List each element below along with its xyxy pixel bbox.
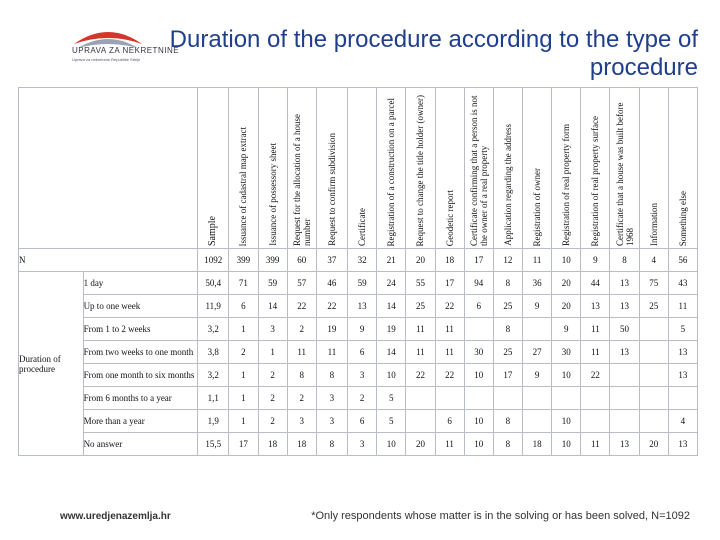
table-cell [581, 410, 610, 433]
table-cell: 30 [552, 341, 581, 364]
table-cell: 10 [464, 410, 493, 433]
table-cell: 5 [668, 318, 697, 341]
table-cell: 43 [668, 272, 697, 295]
column-header [464, 88, 493, 249]
header-blank [19, 88, 198, 249]
table-cell: 44 [581, 272, 610, 295]
n-cell: 18 [435, 249, 464, 272]
table-row [19, 410, 698, 433]
footnote: *Only respondents whose matter is in the solving or has been solved, N=1092 [311, 510, 690, 522]
table-cell: 11 [581, 433, 610, 456]
column-header [287, 88, 316, 249]
table-cell: 6 [348, 410, 377, 433]
n-cell: 11 [522, 249, 551, 272]
table-cell: 11 [435, 341, 464, 364]
table-cell: 13 [668, 341, 697, 364]
column-header-label: Something else [677, 190, 688, 246]
table-cell: 20 [552, 295, 581, 318]
table-cell: 9 [522, 364, 551, 387]
table-cell: 18 [522, 433, 551, 456]
n-cell: 12 [493, 249, 522, 272]
table-cell: 4 [668, 410, 697, 433]
table-cell: 15,5 [198, 433, 229, 456]
column-header [348, 88, 377, 249]
table-cell: 3 [348, 364, 377, 387]
table-cell: 11 [435, 318, 464, 341]
table-cell: 1 [229, 410, 258, 433]
column-header-label: Registration of real property surface [590, 115, 601, 246]
table-cell: 9 [552, 318, 581, 341]
n-cell: 8 [610, 249, 639, 272]
table-cell [639, 341, 668, 364]
table-cell: 71 [229, 272, 258, 295]
table-cell: 11 [435, 433, 464, 456]
table-cell [464, 387, 493, 410]
table-cell: 8 [493, 433, 522, 456]
table-cell: 10 [377, 364, 406, 387]
table-cell: 20 [552, 272, 581, 295]
table-body [19, 88, 698, 456]
table-cell: 24 [377, 272, 406, 295]
table-cell: 2 [258, 410, 287, 433]
table-cell: 20 [639, 433, 668, 456]
table-cell: 13 [610, 272, 639, 295]
group-label: Duration of procedure [19, 272, 84, 456]
table-cell: 13 [348, 295, 377, 318]
table-cell: 9 [348, 318, 377, 341]
table-cell: 1 [229, 318, 258, 341]
table-cell [435, 387, 464, 410]
table-cell: 3,2 [198, 318, 229, 341]
table-cell [639, 410, 668, 433]
column-header-label: Information [648, 203, 659, 246]
table-cell: 6 [435, 410, 464, 433]
column-header [493, 88, 522, 249]
column-header [581, 88, 610, 249]
table-cell: 25 [493, 295, 522, 318]
n-cell: 37 [316, 249, 347, 272]
n-cell: 20 [406, 249, 435, 272]
table-cell: 5 [377, 387, 406, 410]
table-cell: 1 [229, 387, 258, 410]
column-header-label: Request to confirm subdivision [326, 133, 337, 246]
column-header-label: Issuance of possessory sheet [267, 143, 278, 246]
table-cell: 2 [258, 387, 287, 410]
results-table [18, 87, 698, 456]
table-cell: 25 [639, 295, 668, 318]
column-header [229, 88, 258, 249]
table-cell [406, 410, 435, 433]
column-header-label: Certificate [357, 208, 368, 246]
column-header-label: Geodetic report [444, 189, 455, 246]
table-cell [522, 318, 551, 341]
table-cell: 3,8 [198, 341, 229, 364]
column-header-label: Request to change the title holder (owner) [415, 94, 426, 246]
table-cell: 11 [406, 318, 435, 341]
table-row [19, 387, 698, 410]
table-cell: 22 [316, 295, 347, 318]
table-cell [610, 364, 639, 387]
n-cell: 10 [552, 249, 581, 272]
n-cell: 399 [258, 249, 287, 272]
column-header [639, 88, 668, 249]
table-cell: 10 [552, 364, 581, 387]
column-header-label: Certificate that a house was built before 1968 [614, 102, 635, 246]
table-cell [639, 364, 668, 387]
table-cell: 19 [316, 318, 347, 341]
table-cell: 11 [406, 341, 435, 364]
column-header [668, 88, 697, 249]
table-cell: 8 [287, 364, 316, 387]
row-label: From 1 to 2 weeks [83, 318, 198, 341]
table-cell: 9 [522, 295, 551, 318]
table-cell: 22 [435, 364, 464, 387]
table-cell: 50 [610, 318, 639, 341]
table-cell: 11,9 [198, 295, 229, 318]
logo-name: UPRAVA ZA NEKRETNINE [72, 46, 180, 55]
column-header-label: Registration of a construction on a parcel [386, 97, 397, 246]
row-label: From one month to six months [83, 364, 198, 387]
table-cell: 1,9 [198, 410, 229, 433]
column-header [377, 88, 406, 249]
n-label: N [19, 249, 198, 272]
table-cell: 46 [316, 272, 347, 295]
table-cell: 6 [348, 341, 377, 364]
n-cell: 32 [348, 249, 377, 272]
table-cell: 59 [348, 272, 377, 295]
table-cell [639, 387, 668, 410]
table-cell: 2 [229, 341, 258, 364]
n-row [19, 249, 698, 272]
table-cell: 19 [377, 318, 406, 341]
table-cell: 3 [316, 410, 347, 433]
column-header [258, 88, 287, 249]
column-header-label: Sample [207, 216, 219, 246]
table-cell: 10 [552, 433, 581, 456]
table-cell: 22 [287, 295, 316, 318]
table-cell: 13 [668, 433, 697, 456]
table-row [19, 295, 698, 318]
table-cell: 13 [610, 433, 639, 456]
row-label: Up to one week [83, 295, 198, 318]
table-cell [464, 318, 493, 341]
table-cell [493, 387, 522, 410]
column-header-label: Issuance of cadastral map extract [238, 126, 249, 246]
table-cell: 2 [348, 387, 377, 410]
table-cell: 13 [668, 364, 697, 387]
table-cell: 50,4 [198, 272, 229, 295]
row-label: More than a year [83, 410, 198, 433]
table-cell: 5 [377, 410, 406, 433]
column-header [198, 88, 229, 249]
column-header-label: Request for the allocation of a house number [291, 114, 312, 246]
table-cell [610, 410, 639, 433]
table-cell: 59 [258, 272, 287, 295]
table-cell: 14 [377, 295, 406, 318]
table-cell: 1 [229, 364, 258, 387]
table-cell: 75 [639, 272, 668, 295]
table-cell: 11 [581, 341, 610, 364]
table-cell [639, 318, 668, 341]
table-cell: 30 [464, 341, 493, 364]
column-header [522, 88, 551, 249]
table-cell: 13 [610, 341, 639, 364]
n-cell: 399 [229, 249, 258, 272]
table-cell: 22 [435, 295, 464, 318]
table-cell: 2 [258, 364, 287, 387]
table-cell: 10 [464, 364, 493, 387]
table-cell: 55 [406, 272, 435, 295]
row-label: No answer [83, 433, 198, 456]
table-cell [522, 387, 551, 410]
table-cell: 22 [406, 364, 435, 387]
table-cell: 1 [258, 341, 287, 364]
table-cell: 8 [493, 318, 522, 341]
table-cell: 20 [406, 433, 435, 456]
column-header [610, 88, 639, 249]
n-cell: 56 [668, 249, 697, 272]
table-cell: 18 [258, 433, 287, 456]
table-cell [406, 387, 435, 410]
table-cell: 3 [258, 318, 287, 341]
n-cell: 1092 [198, 249, 229, 272]
table-cell: 25 [493, 341, 522, 364]
table-cell: 17 [493, 364, 522, 387]
n-cell: 17 [464, 249, 493, 272]
column-header [316, 88, 347, 249]
table-cell: 8 [493, 272, 522, 295]
table-cell: 94 [464, 272, 493, 295]
table-cell: 22 [581, 364, 610, 387]
table-cell: 25 [406, 295, 435, 318]
row-label: From two weeks to one month [83, 341, 198, 364]
table-cell: 14 [377, 341, 406, 364]
logo-subtitle: Uprava za nekretnine Republike Srbije [72, 57, 141, 62]
table-cell: 3 [287, 410, 316, 433]
footer-url[interactable]: www.uredjenazemlja.hr [60, 511, 171, 522]
table-cell: 2 [287, 387, 316, 410]
table-cell: 8 [316, 364, 347, 387]
column-header-label: Registration of owner [532, 167, 543, 246]
table-cell: 13 [610, 295, 639, 318]
table-cell [552, 387, 581, 410]
table-cell: 10 [552, 410, 581, 433]
table-cell [668, 387, 697, 410]
table-row [19, 318, 698, 341]
table-cell: 1,1 [198, 387, 229, 410]
table-cell: 3,2 [198, 364, 229, 387]
row-label: From 6 months to a year [83, 387, 198, 410]
column-header-label: Certificate confirming that a person is not the owner of a real property [468, 95, 489, 246]
table-cell: 6 [464, 295, 493, 318]
n-cell: 60 [287, 249, 316, 272]
column-header-label: Application regarding the address [502, 124, 513, 246]
table-cell: 3 [316, 387, 347, 410]
table-cell: 6 [229, 295, 258, 318]
header-row [19, 88, 698, 249]
table-row [19, 433, 698, 456]
column-header [552, 88, 581, 249]
table-cell [581, 387, 610, 410]
table-cell: 17 [229, 433, 258, 456]
table-cell: 10 [464, 433, 493, 456]
table-cell: 13 [581, 295, 610, 318]
column-header-label: Registration of real property form [561, 124, 572, 246]
table-cell [522, 410, 551, 433]
table-row [19, 341, 698, 364]
table-cell: 8 [316, 433, 347, 456]
n-cell: 21 [377, 249, 406, 272]
table-cell: 3 [348, 433, 377, 456]
table-cell: 10 [377, 433, 406, 456]
n-cell: 4 [639, 249, 668, 272]
table-cell: 14 [258, 295, 287, 318]
table-cell: 11 [316, 341, 347, 364]
page-title: Duration of the procedure according to the type of procedure [169, 26, 698, 81]
table-cell: 18 [287, 433, 316, 456]
table-cell: 8 [493, 410, 522, 433]
table-cell: 11 [668, 295, 697, 318]
table-row [19, 272, 698, 295]
table-cell: 27 [522, 341, 551, 364]
table-cell: 36 [522, 272, 551, 295]
column-header [435, 88, 464, 249]
table-cell: 11 [287, 341, 316, 364]
table-cell: 11 [581, 318, 610, 341]
table-row [19, 364, 698, 387]
table-cell: 17 [435, 272, 464, 295]
table-cell: 2 [287, 318, 316, 341]
n-cell: 9 [581, 249, 610, 272]
column-header [406, 88, 435, 249]
row-label: 1 day [83, 272, 198, 295]
table-cell: 57 [287, 272, 316, 295]
table-cell [610, 387, 639, 410]
